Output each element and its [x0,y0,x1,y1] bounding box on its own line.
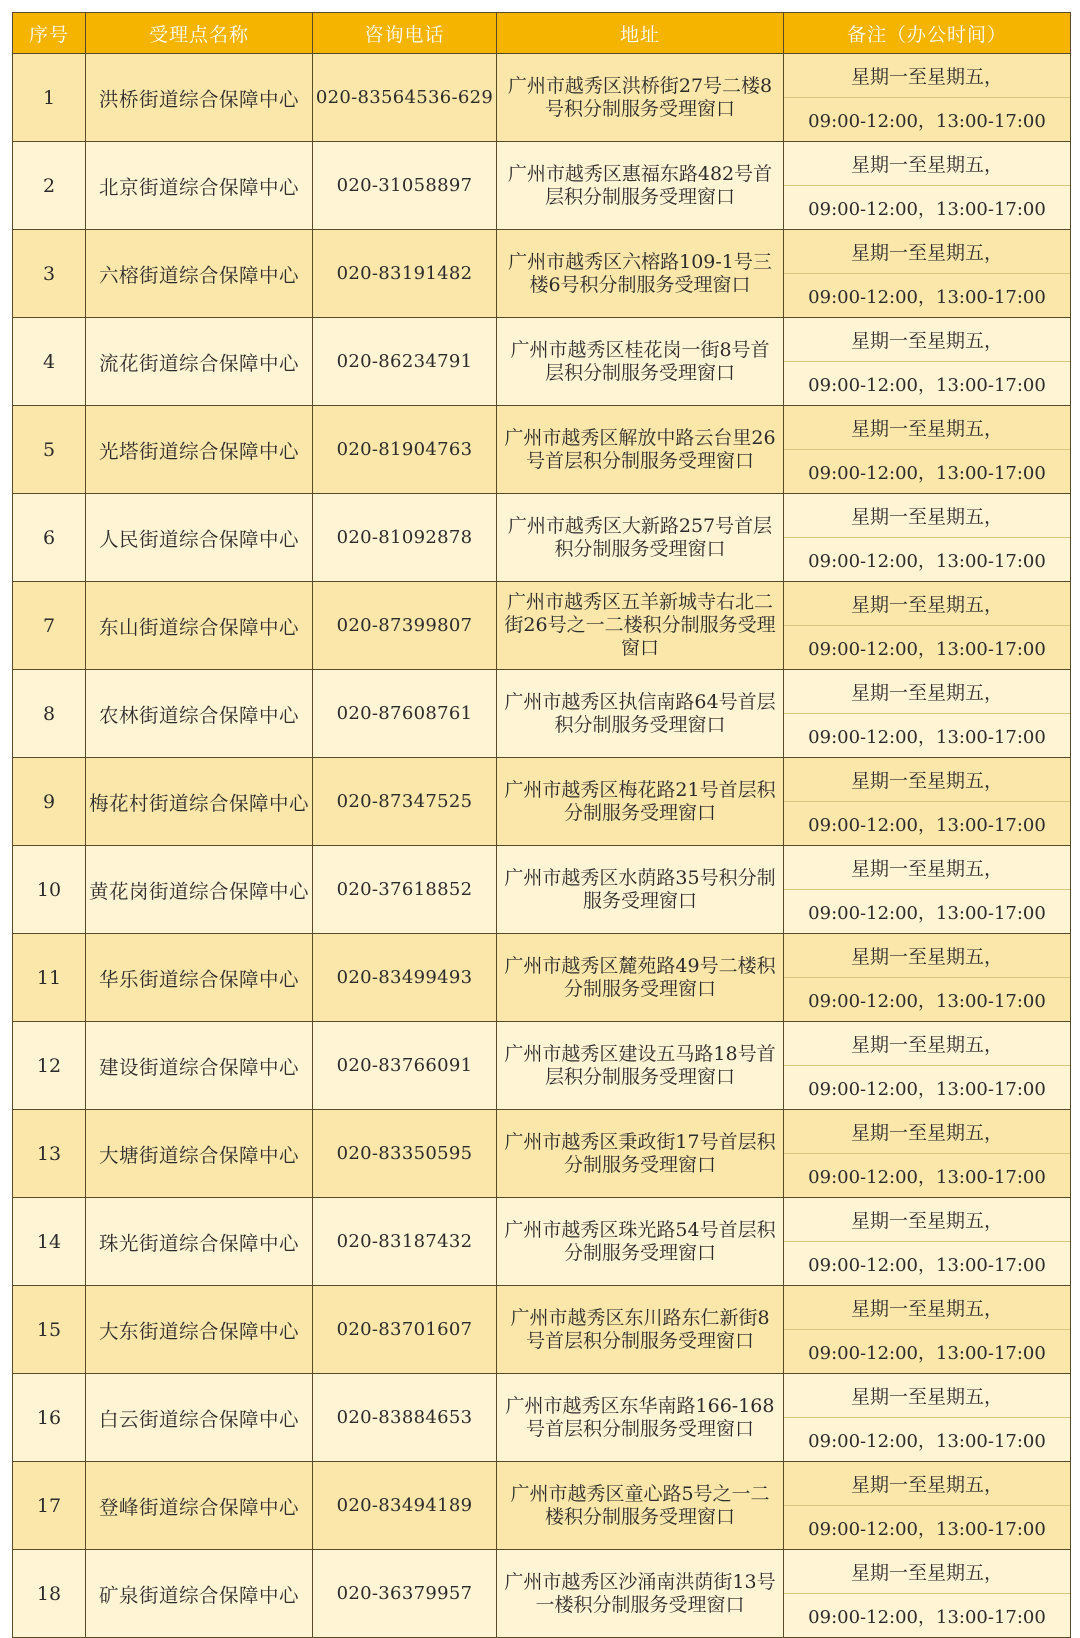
address: 广州市越秀区童心路5号之一二楼积分制服务受理窗口 [497,1462,784,1550]
service-point-name: 光塔街道综合保障中心 [86,406,313,494]
phone-number: 020-86234791 [313,318,497,406]
office-days: 星期一至星期五， [784,1286,1070,1330]
office-days: 星期一至星期五， [784,934,1070,978]
office-hours-cell [784,1550,1071,1638]
table-row [13,1286,1071,1374]
address: 广州市越秀区桂花岗一街8号首层积分制服务受理窗口 [497,318,784,406]
office-hours [784,582,1070,669]
service-point-name: 农林街道综合保障中心 [86,670,313,758]
office-days: 星期一至星期五， [784,494,1070,538]
phone-number: 020-83564536-629 [313,54,497,142]
header-note: 备注（办公时间） [784,13,1071,54]
address: 广州市越秀区秉政街17号首层积分制服务受理窗口 [497,1110,784,1198]
row-number: 4 [13,318,86,406]
office-time-range: 09:00-12:00，13:00-17:00 [808,990,1046,1012]
office-days: 星期一至星期五， [784,1198,1070,1242]
table-row [13,1110,1071,1198]
service-point-name: 黄花岗街道综合保障中心 [86,846,313,934]
phone-number: 020-81092878 [313,494,497,582]
table-row [13,1198,1071,1286]
address: 广州市越秀区六榕路109-1号三楼6号积分制服务受理窗口 [497,230,784,318]
address: 广州市越秀区梅花路21号首层积分制服务受理窗口 [497,758,784,846]
row-number: 14 [13,1198,86,1286]
office-time-range: 09:00-12:00，13:00-17:00 [808,198,1046,220]
address: 广州市越秀区惠福东路482号首层积分制服务受理窗口 [497,142,784,230]
service-point-name: 珠光街道综合保障中心 [86,1198,313,1286]
office-time-range: 09:00-12:00，13:00-17:00 [808,374,1046,396]
row-number: 10 [13,846,86,934]
office-time-range: 09:00-12:00，13:00-17:00 [808,1254,1046,1276]
office-hours-cell [784,230,1071,318]
service-point-name: 登峰街道综合保障中心 [86,1462,313,1550]
service-point-name: 大东街道综合保障中心 [86,1286,313,1374]
phone-number: 020-83766091 [313,1022,497,1110]
office-time-range: 09:00-12:00，13:00-17:00 [808,1342,1046,1364]
table-row [13,758,1071,846]
service-point-name: 建设街道综合保障中心 [86,1022,313,1110]
office-hours-cell [784,54,1071,142]
office-days: 星期一至星期五， [784,582,1070,626]
table-row [13,318,1071,406]
office-hours-cell [784,670,1071,758]
header-phone: 咨询电话 [313,13,497,54]
office-days: 星期一至星期五， [784,406,1070,450]
office-hours [784,1550,1070,1637]
address: 广州市越秀区东川路东仁新街8号首层积分制服务受理窗口 [497,1286,784,1374]
table-row [13,230,1071,318]
office-days: 星期一至星期五， [784,142,1070,186]
service-point-name: 北京街道综合保障中心 [86,142,313,230]
row-number: 17 [13,1462,86,1550]
office-hours-cell [784,494,1071,582]
address: 广州市越秀区东华南路166-168号首层积分制服务受理窗口 [497,1374,784,1462]
office-days: 星期一至星期五， [784,846,1070,890]
office-hours [784,1462,1070,1549]
table-row [13,1550,1071,1638]
office-hours-cell [784,406,1071,494]
office-time-range: 09:00-12:00，13:00-17:00 [808,286,1046,308]
office-hours-cell [784,846,1071,934]
address: 广州市越秀区沙涌南洪荫街13号一楼积分制服务受理窗口 [497,1550,784,1638]
row-number: 12 [13,1022,86,1110]
office-hours [784,318,1070,405]
table-row [13,1022,1071,1110]
row-number: 2 [13,142,86,230]
address: 广州市越秀区水荫路35号积分制服务受理窗口 [497,846,784,934]
office-hours [784,230,1070,317]
row-number: 7 [13,582,86,670]
office-hours-cell [784,1022,1071,1110]
table-row [13,846,1071,934]
address: 广州市越秀区五羊新城寺右北二街26号之一二楼积分制服务受理窗口 [497,582,784,670]
phone-number: 020-83191482 [313,230,497,318]
table-body [13,54,1071,1638]
office-days: 星期一至星期五， [784,1110,1070,1154]
phone-number: 020-83884653 [313,1374,497,1462]
office-hours [784,1198,1070,1285]
header-no: 序号 [13,13,86,54]
office-hours-cell [784,1286,1071,1374]
header-address: 地址 [497,13,784,54]
service-point-name: 六榕街道综合保障中心 [86,230,313,318]
address: 广州市越秀区大新路257号首层积分制服务受理窗口 [497,494,784,582]
service-point-name: 白云街道综合保障中心 [86,1374,313,1462]
table-row [13,1462,1071,1550]
table-row [13,670,1071,758]
office-days: 星期一至星期五， [784,1022,1070,1066]
office-hours [784,934,1070,1021]
office-hours-cell [784,758,1071,846]
row-number: 8 [13,670,86,758]
office-hours [784,1110,1070,1197]
row-number: 1 [13,54,86,142]
phone-number: 020-83494189 [313,1462,497,1550]
office-time-range: 09:00-12:00，13:00-17:00 [808,110,1046,132]
row-number: 15 [13,1286,86,1374]
phone-number: 020-81904763 [313,406,497,494]
table-row [13,582,1071,670]
row-number: 6 [13,494,86,582]
office-time-range: 09:00-12:00，13:00-17:00 [808,1078,1046,1100]
row-number: 3 [13,230,86,318]
office-hours [784,846,1070,933]
office-hours [784,670,1070,757]
table-row [13,1374,1071,1462]
address: 广州市越秀区执信南路64号首层积分制服务受理窗口 [497,670,784,758]
address: 广州市越秀区建设五马路18号首层积分制服务受理窗口 [497,1022,784,1110]
office-hours-cell [784,582,1071,670]
office-hours-cell [784,1198,1071,1286]
office-time-range: 09:00-12:00，13:00-17:00 [808,1166,1046,1188]
office-hours [784,142,1070,229]
office-hours [784,54,1070,141]
office-time-range: 09:00-12:00，13:00-17:00 [808,462,1046,484]
office-time-range: 09:00-12:00，13:00-17:00 [808,902,1046,924]
office-hours-cell [784,934,1071,1022]
office-hours [784,1374,1070,1461]
row-number: 11 [13,934,86,1022]
service-point-name: 流花街道综合保障中心 [86,318,313,406]
table-row [13,934,1071,1022]
service-point-name: 大塘街道综合保障中心 [86,1110,313,1198]
office-time-range: 09:00-12:00，13:00-17:00 [808,550,1046,572]
phone-number: 020-37618852 [313,846,497,934]
table-header-row [13,13,1071,54]
phone-number: 020-83499493 [313,934,497,1022]
row-number: 13 [13,1110,86,1198]
service-point-name: 矿泉街道综合保障中心 [86,1550,313,1638]
service-point-name: 华乐街道综合保障中心 [86,934,313,1022]
phone-number: 020-87608761 [313,670,497,758]
service-point-name: 洪桥街道综合保障中心 [86,54,313,142]
service-points-table-wrapper [12,12,1071,1638]
office-days: 星期一至星期五， [784,1550,1070,1594]
office-days: 星期一至星期五， [784,670,1070,714]
phone-number: 020-87399807 [313,582,497,670]
office-time-range: 09:00-12:00，13:00-17:00 [808,638,1046,660]
office-days: 星期一至星期五， [784,318,1070,362]
office-hours-cell [784,1462,1071,1550]
office-hours [784,1286,1070,1373]
office-hours-cell [784,142,1071,230]
office-hours-cell [784,318,1071,406]
phone-number: 020-87347525 [313,758,497,846]
phone-number: 020-83350595 [313,1110,497,1198]
table-row [13,54,1071,142]
row-number: 18 [13,1550,86,1638]
phone-number: 020-83701607 [313,1286,497,1374]
office-days: 星期一至星期五， [784,1462,1070,1506]
office-time-range: 09:00-12:00，13:00-17:00 [808,814,1046,836]
office-hours [784,758,1070,845]
phone-number: 020-83187432 [313,1198,497,1286]
office-time-range: 09:00-12:00，13:00-17:00 [808,726,1046,748]
office-time-range: 09:00-12:00，13:00-17:00 [808,1518,1046,1540]
row-number: 16 [13,1374,86,1462]
service-point-name: 人民街道综合保障中心 [86,494,313,582]
office-hours [784,406,1070,493]
office-time-range: 09:00-12:00，13:00-17:00 [808,1606,1046,1628]
header-name: 受理点名称 [86,13,313,54]
office-hours-cell [784,1374,1071,1462]
service-point-name: 梅花村街道综合保障中心 [86,758,313,846]
phone-number: 020-31058897 [313,142,497,230]
phone-number: 020-36379957 [313,1550,497,1638]
office-days: 星期一至星期五， [784,1374,1070,1418]
office-days: 星期一至星期五， [784,54,1070,98]
row-number: 9 [13,758,86,846]
office-hours [784,494,1070,581]
office-time-range: 09:00-12:00，13:00-17:00 [808,1430,1046,1452]
office-days: 星期一至星期五， [784,230,1070,274]
row-number: 5 [13,406,86,494]
address: 广州市越秀区洪桥街27号二楼8号积分制服务受理窗口 [497,54,784,142]
address: 广州市越秀区麓苑路49号二楼积分制服务受理窗口 [497,934,784,1022]
office-hours [784,1022,1070,1109]
table-row [13,406,1071,494]
office-hours-cell [784,1110,1071,1198]
office-days: 星期一至星期五， [784,758,1070,802]
address: 广州市越秀区珠光路54号首层积分制服务受理窗口 [497,1198,784,1286]
service-point-name: 东山街道综合保障中心 [86,582,313,670]
table-row [13,494,1071,582]
service-points-table [12,12,1071,1638]
table-row [13,142,1071,230]
address: 广州市越秀区解放中路云台里26号首层积分制服务受理窗口 [497,406,784,494]
